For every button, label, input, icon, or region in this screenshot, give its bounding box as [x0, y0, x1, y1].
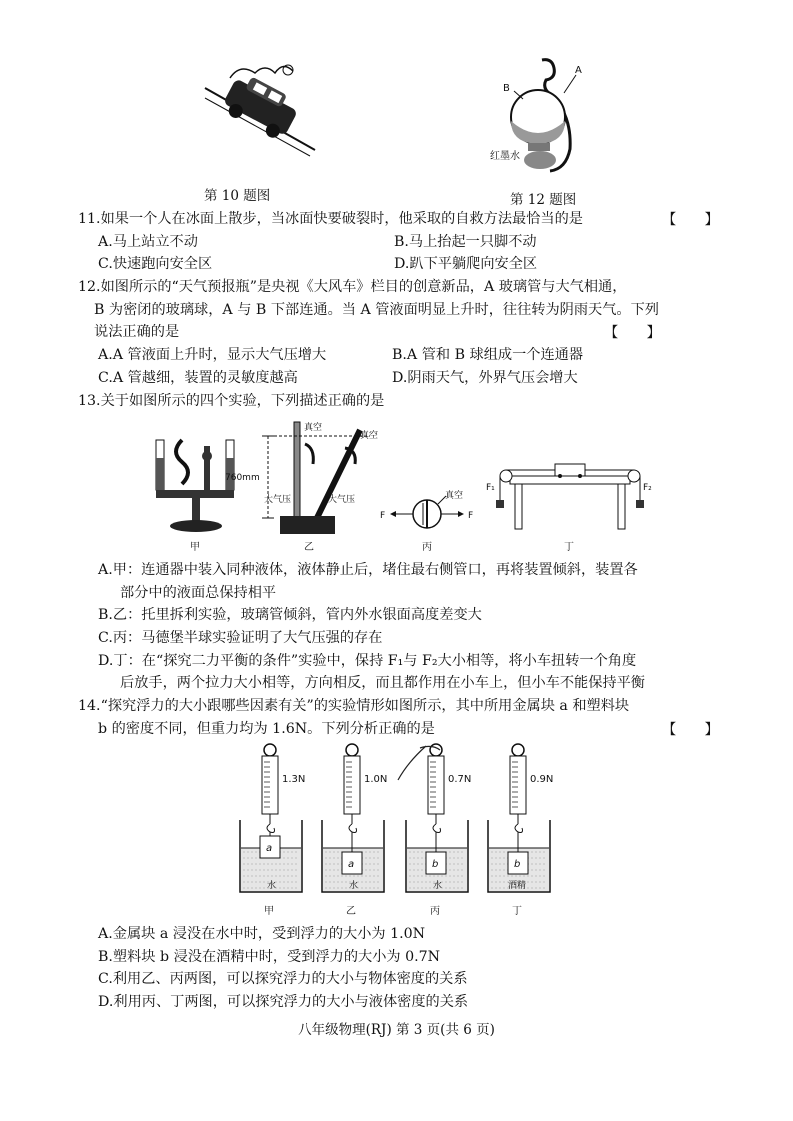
fig-yi-atm-1: 大气压	[264, 495, 292, 505]
fig-ding-force-balance	[486, 464, 652, 553]
q13-option-d-line1: D.丁：在“探究二力平衡的条件”实验中，保持 F₁与 F₂大小相等，将小车扭转一个角度	[98, 653, 637, 669]
q11-option-d: D.趴下平躺爬向安全区	[394, 256, 538, 272]
fig-ding-f2: F₂	[643, 483, 652, 493]
q12-answer-bracket: 【 】	[604, 325, 661, 341]
panel-label: 丙	[430, 906, 440, 917]
scale-reading: 0.7N	[448, 774, 472, 785]
fig12-label-b: B	[503, 83, 510, 94]
panel-label: 甲	[264, 906, 274, 917]
block-label: a	[266, 843, 273, 854]
q12-option-c: C.A 管越细，装置的灵敏度越高	[98, 370, 298, 386]
fig-ding-f1: F₁	[486, 483, 495, 493]
fig12-caption: 第 12 题图	[510, 192, 577, 208]
q14-option-d: D.利用丙、丁两图，可以探究浮力的大小与液体密度的关系	[98, 994, 469, 1010]
fig-yi-760mm: 760mm	[225, 473, 260, 483]
fig10-car-on-slope	[200, 58, 320, 158]
fig12-label-a: A	[575, 65, 582, 76]
fig-yi-torricelli	[225, 421, 378, 553]
fig-yi-vacuum-1: 真空	[304, 423, 323, 433]
q13-option-a-line2: 部分中的液面总保持相平	[120, 585, 277, 601]
q11-option-b: B.马上抬起一只脚不动	[394, 234, 537, 250]
fig-ding-label: 丁	[564, 542, 574, 553]
q14-stem-line1: 14.“探究浮力的大小跟哪些因素有关”的实验情形如图所示，其中所用金属块 a 和塑料块	[78, 698, 630, 714]
fig-yi-vacuum-2: 真空	[360, 431, 379, 441]
fig-yi-atm-2: 大气压	[328, 495, 356, 505]
fig10-caption: 第 10 题图	[204, 188, 271, 204]
fig-bing-f-right: F	[468, 511, 474, 521]
q11-answer-bracket: 【 】	[662, 212, 719, 228]
q13-stem: 13.关于如图所示的四个实验，下列描述正确的是	[78, 393, 385, 409]
q12-stem-line1: 12.如图所示的“天气预报瓶”是央视《大风车》栏目的创意新品，A 玻璃管与大气相通，	[78, 279, 627, 295]
q11-stem: 11.如果一个人在冰面上散步，当冰面快要破裂时，他采取的自救方法最恰当的是	[78, 211, 583, 227]
q12-stem-line2: B 为密闭的玻璃球，A 与 B 下部连通。当 A 管液面明显上升时，往往转为阴雨天气。下列	[94, 302, 659, 318]
q11-option-a: A.马上站立不动	[98, 234, 198, 250]
fig12-label-water: 红墨水	[490, 151, 520, 162]
q14-buoyancy-figure	[230, 742, 560, 920]
q11-option-c: C.快速跑向安全区	[98, 256, 213, 272]
q14-stem-line2: b 的密度不同，但重力均为 1.6N。下列分析正确的是	[98, 721, 435, 737]
panel-label: 丁	[512, 906, 522, 917]
fig-jia-label: 甲	[190, 542, 200, 553]
scale-reading: 1.0N	[364, 774, 388, 785]
liquid-label: 水	[433, 881, 443, 891]
buoyancy-panel	[322, 744, 387, 917]
buoyancy-panel	[240, 744, 305, 917]
page-footer: 八年级物理(RJ) 第 3 页(共 6 页)	[298, 1022, 495, 1038]
fig-bing-magdeburg	[380, 489, 473, 553]
liquid-label: 水	[349, 881, 359, 891]
buoyancy-panel	[488, 744, 553, 917]
q14-option-b: B.塑料块 b 浸没在酒精中时，受到浮力的大小为 0.7N	[98, 949, 441, 965]
q14-option-c: C.利用乙、丙两图，可以探究浮力的大小与物体密度的关系	[98, 971, 468, 987]
q13-figure	[140, 418, 660, 558]
q13-option-b: B.乙：托里拆利实验，玻璃管倾斜，管内外水银面高度差变大	[98, 607, 482, 623]
fig-bing-label: 丙	[422, 542, 432, 553]
q12-option-d: D.阴雨天气，外界气压会增大	[392, 370, 578, 386]
block-label: a	[348, 859, 355, 870]
block-label: b	[432, 859, 439, 870]
q13-option-a-line1: A.甲：连通器中装入同种液体，液体静止后，堵住最右侧管口，再将装置倾斜，装置各	[98, 562, 638, 578]
panel-label: 乙	[346, 906, 356, 917]
q13-option-c: C.丙：马德堡半球实验证明了大气压强的存在	[98, 630, 383, 646]
fig-bing-f-left: F	[380, 511, 386, 521]
q14-option-a: A.金属块 a 浸没在水中时，受到浮力的大小为 1.0N	[98, 926, 426, 942]
fig-jia-communicating-vessels	[156, 440, 234, 553]
q13-option-d-line2: 后放手，两个拉力大小相等，方向相反，而且都作用在小车上，但小车不能保持平衡	[120, 675, 645, 691]
q14-answer-bracket: 【 】	[662, 722, 719, 738]
scale-reading: 0.9N	[530, 774, 554, 785]
fig-yi-label: 乙	[304, 542, 314, 553]
q12-option-a: A.A 管液面上升时，显示大气压增大	[98, 347, 327, 363]
liquid-label: 酒精	[508, 881, 527, 891]
q12-stem-line3: 说法正确的是	[94, 324, 180, 340]
q12-option-b: B.A 管和 B 球组成一个连通器	[392, 347, 584, 363]
scale-reading: 1.3N	[282, 774, 306, 785]
block-label: b	[514, 859, 521, 870]
fig12-weather-bottle	[490, 55, 600, 173]
fig-bing-vacuum: 真空	[445, 491, 464, 501]
liquid-label: 水	[267, 881, 277, 891]
buoyancy-panel	[406, 744, 471, 917]
